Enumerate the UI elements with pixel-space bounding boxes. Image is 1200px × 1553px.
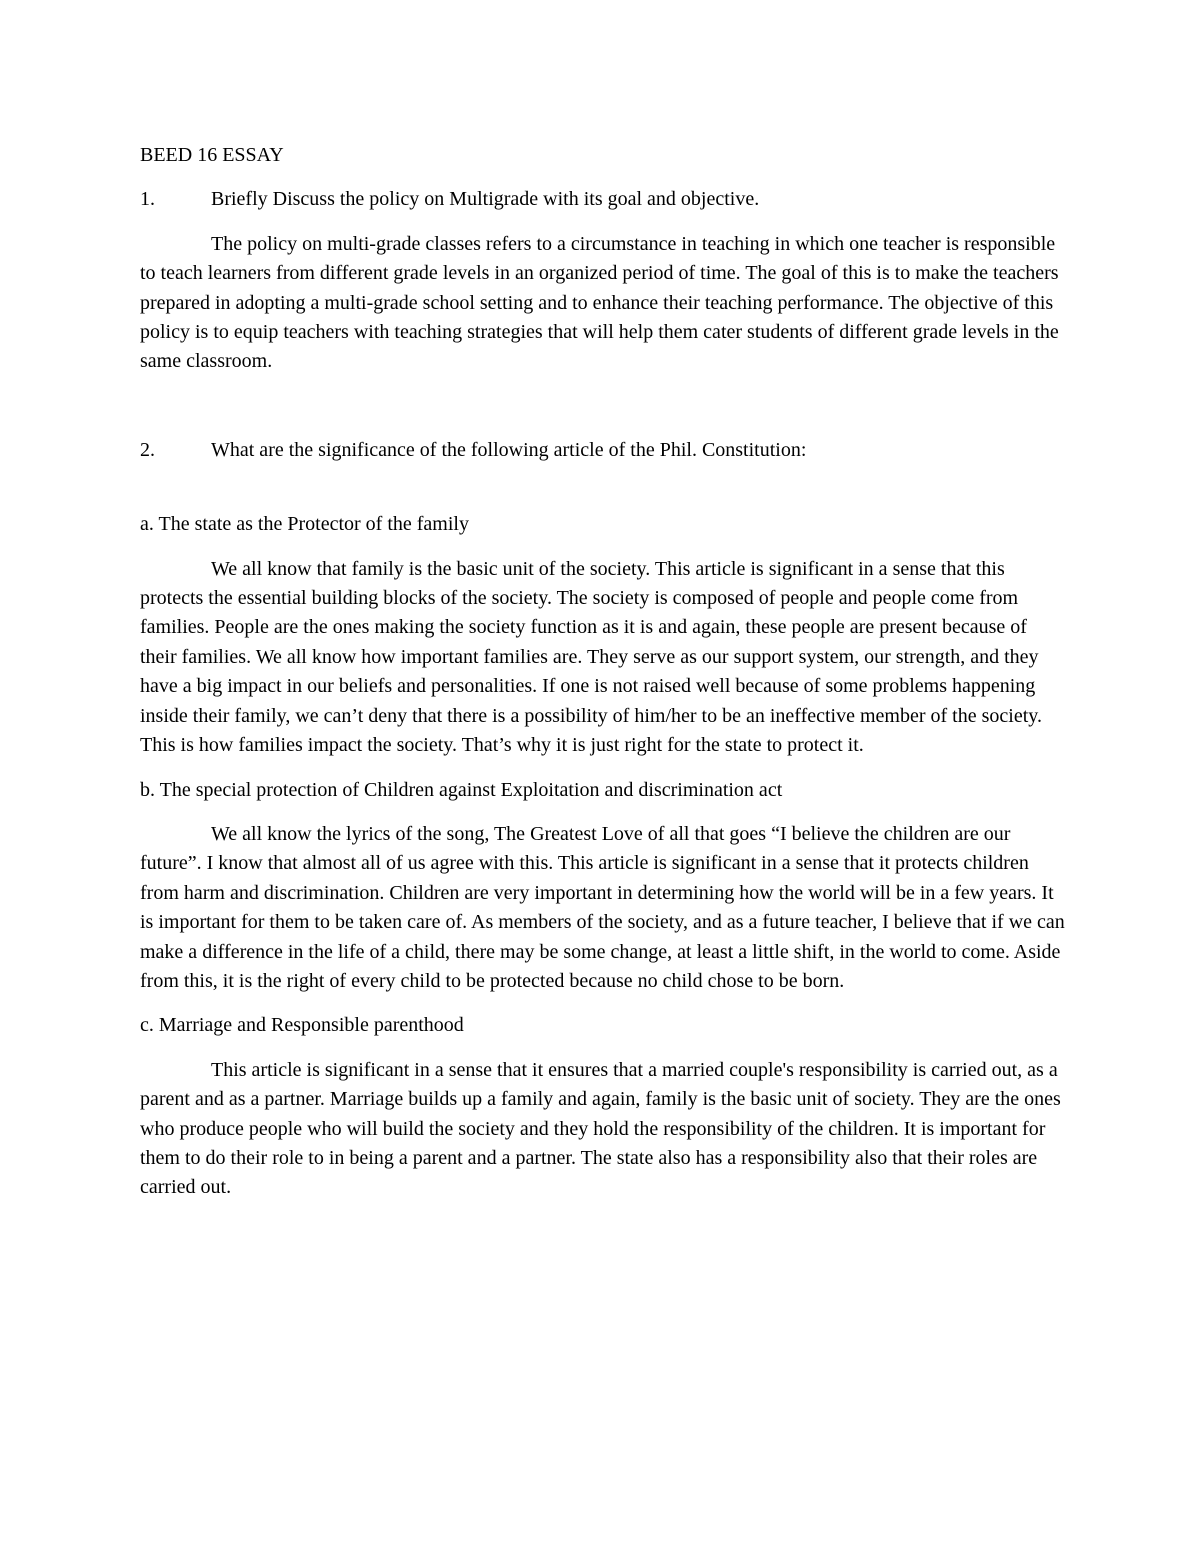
question-2-number: 2.	[140, 438, 155, 461]
question-1-text: Briefly Discuss the policy on Multigrade with its goal and objective.	[211, 188, 760, 211]
section-b-body: We all know the lyrics of the song, The Greatest Love of all that goes “I believe the children are our future”. I know that almost all of us agree with this. This article is significant in a sense that it protects children from harm and discrimination. Children are very important in determining how the world will be in a few years. It is important for them to be taken care of. As members of the society, and as a future teacher, I believe that if we can make a difference in the life of a child, there may be some change, at least a little shift, in the world to come. Aside from this, it is the right of every child to be protected because no child chose to be born.	[140, 822, 1065, 992]
question-1-number: 1.	[140, 188, 155, 211]
question-2	[140, 436, 1065, 465]
section-b-heading: b. The special protection of Children against Exploitation and discrimination act	[140, 778, 783, 801]
document-content	[140, 141, 1065, 1203]
question-1-answer: The policy on multi-grade classes refers to a circumstance in teaching in which one teacher is responsible to teach learners from different grade levels in an organized period of time. The goal of this is to make the teachers prepared in adopting a multi-grade school setting and to enhance their teaching performance. The objective of this policy is to equip teachers with teaching strategies that will help them cater students of different grade levels in the same classroom.	[140, 232, 1059, 373]
question-1	[140, 185, 1065, 214]
question-2-text: What are the significance of the following article of the Phil. Constitution:	[211, 438, 807, 461]
section-a-heading: a. The state as the Protector of the family	[140, 513, 469, 536]
section-c-heading: c. Marriage and Responsible parenthood	[140, 1014, 464, 1037]
section-a-body: We all know that family is the basic unit of the society. This article is significant in a sense that this protects the essential building blocks of the society. The society is composed of people and people come from families. People are the ones making the society function as it is and again, these people are present because of their families. We all know how important families are. They serve as our support system, our strength, and they have a big impact in our beliefs and personalities. If one is not raised well because of some problems happening inside their family, we can’t deny that there is a possibility of him/her to be an ineffective member of the society. This is how families impact the society. That’s why it is just right for the state to protect it.	[140, 557, 1042, 757]
section-c-body: This article is significant in a sense that it ensures that a married couple's responsibility is carried out, as a parent and as a partner. Marriage builds up a family and again, family is the basic unit of society. They are the ones who produce people who will build the society and they hold the responsibility of the children. It is important for them to do their role to in being a parent and a partner. The state also has a responsibility also that their roles are carried out.	[140, 1058, 1061, 1199]
document-title: BEED 16 ESSAY	[140, 144, 284, 166]
